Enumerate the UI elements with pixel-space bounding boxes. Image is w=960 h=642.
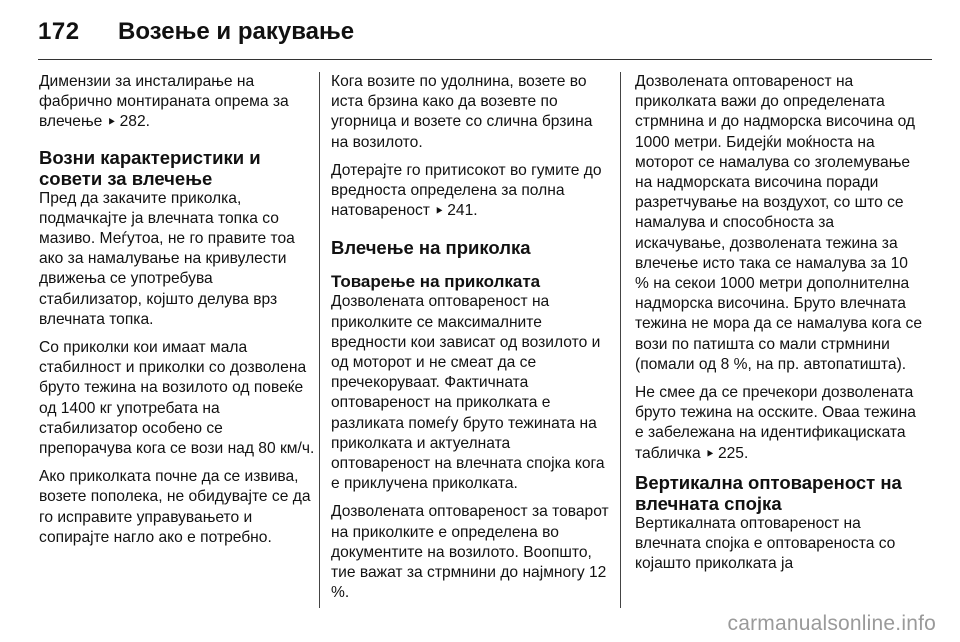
paragraph: Дозволената оптовареност на приколките се максималните вредности кои зависат од возилото и од моторот и не смеат да се пречекоруваат. Фактичната оптовареност на приколката е разликата помеѓу бруто тежината на приколката и актуелната оптовареност на влечната спојка кога е приклучена приколката. bbox=[331, 293, 605, 493]
watermark: carmanualsonline.info bbox=[727, 612, 936, 635]
paragraph: Дотерајте го притисокот во гумите до вредноста определена за полна натовареност ⯈ 241. bbox=[331, 161, 609, 222]
paragraph: Пред да закачите приколка, подмачкајте ја влечната топка со мазиво. Меѓутоа, не го правите тоа ако за намалување на кривулести движења се употребува стабилизатор, којшто делува врз влечната топка. bbox=[39, 189, 295, 328]
page-reference: ⯈ 282. bbox=[107, 113, 150, 130]
paragraph: Димензии за инсталирање на фабрично монтираната опрема за влечење ⯈ 282. bbox=[39, 72, 317, 133]
paragraph: Ако приколката почне да се извива, возете пополека, не обидувајте се да го исправите управувањето и сопирајте нагло ако е потребно. bbox=[39, 468, 311, 546]
paragraph: Дозволената оптовареност за товарот на приколките е определена во документите на возилото. Воопшто, тие важат за стрмнини до најмногу 12 %. bbox=[331, 503, 609, 602]
subsection-heading: Товарење на приколката bbox=[331, 272, 541, 292]
column-divider bbox=[620, 72, 621, 608]
paragraph: Со приколки кои имаат мала стабилност и приколки со дозволена бруто тежина на возилото од повеќе од 1400 кг употребата на стабилизатор особено се препорачува кога се вози над 80 км/ч. bbox=[39, 339, 315, 458]
paragraph: Дозволената оптовареност на приколката важи до определената стрмнина и до надморска височина од 1000 метри. Бидејќи моќноста на моторот се намалува со зголемување на надморската височина поради разретчување на воздухот, со што се намалува и способноста за искачување, дозволената тежина за влечење исто така се намалува за 10 % на секои 1000 метри дополнителна надморска височина. Бруто влечната тежина не мора да се намалува кога се вози по патишта со мали стрмнини (помали од 8 %, на пр. автопатишта). bbox=[635, 73, 922, 373]
page-reference: ⯈ 225. bbox=[705, 445, 748, 462]
section-heading: Возни карактеристики и совети за влечење bbox=[39, 146, 261, 189]
section-heading: Влечење на приколка bbox=[331, 237, 531, 259]
section-heading: Вертикална оптовареност на влечната спојка bbox=[635, 471, 902, 514]
page-number: 172 bbox=[38, 18, 80, 45]
page-reference: ⯈ 241. bbox=[434, 202, 477, 219]
column-1 bbox=[39, 72, 317, 556]
page-header bbox=[0, 0, 960, 62]
column-divider bbox=[319, 72, 320, 608]
column-2 bbox=[331, 72, 609, 611]
paragraph: Вертикалната оптовареност на влечната спојка е оптовареноста со којашто приколката ја bbox=[635, 514, 896, 573]
header-divider bbox=[38, 59, 932, 60]
paragraph: Кога возите по удолнина, возете во иста брзина како да возевте по угорница и возете со слична брзина на возилото. bbox=[331, 73, 593, 151]
page-title: Возење и ракување bbox=[118, 18, 355, 45]
paragraph: Не смее да се пречекори дозволената бруто тежина на осските. Оваа тежина е забележана на идентификациската табличка ⯈ 225. bbox=[635, 383, 925, 464]
column-3 bbox=[635, 72, 925, 582]
